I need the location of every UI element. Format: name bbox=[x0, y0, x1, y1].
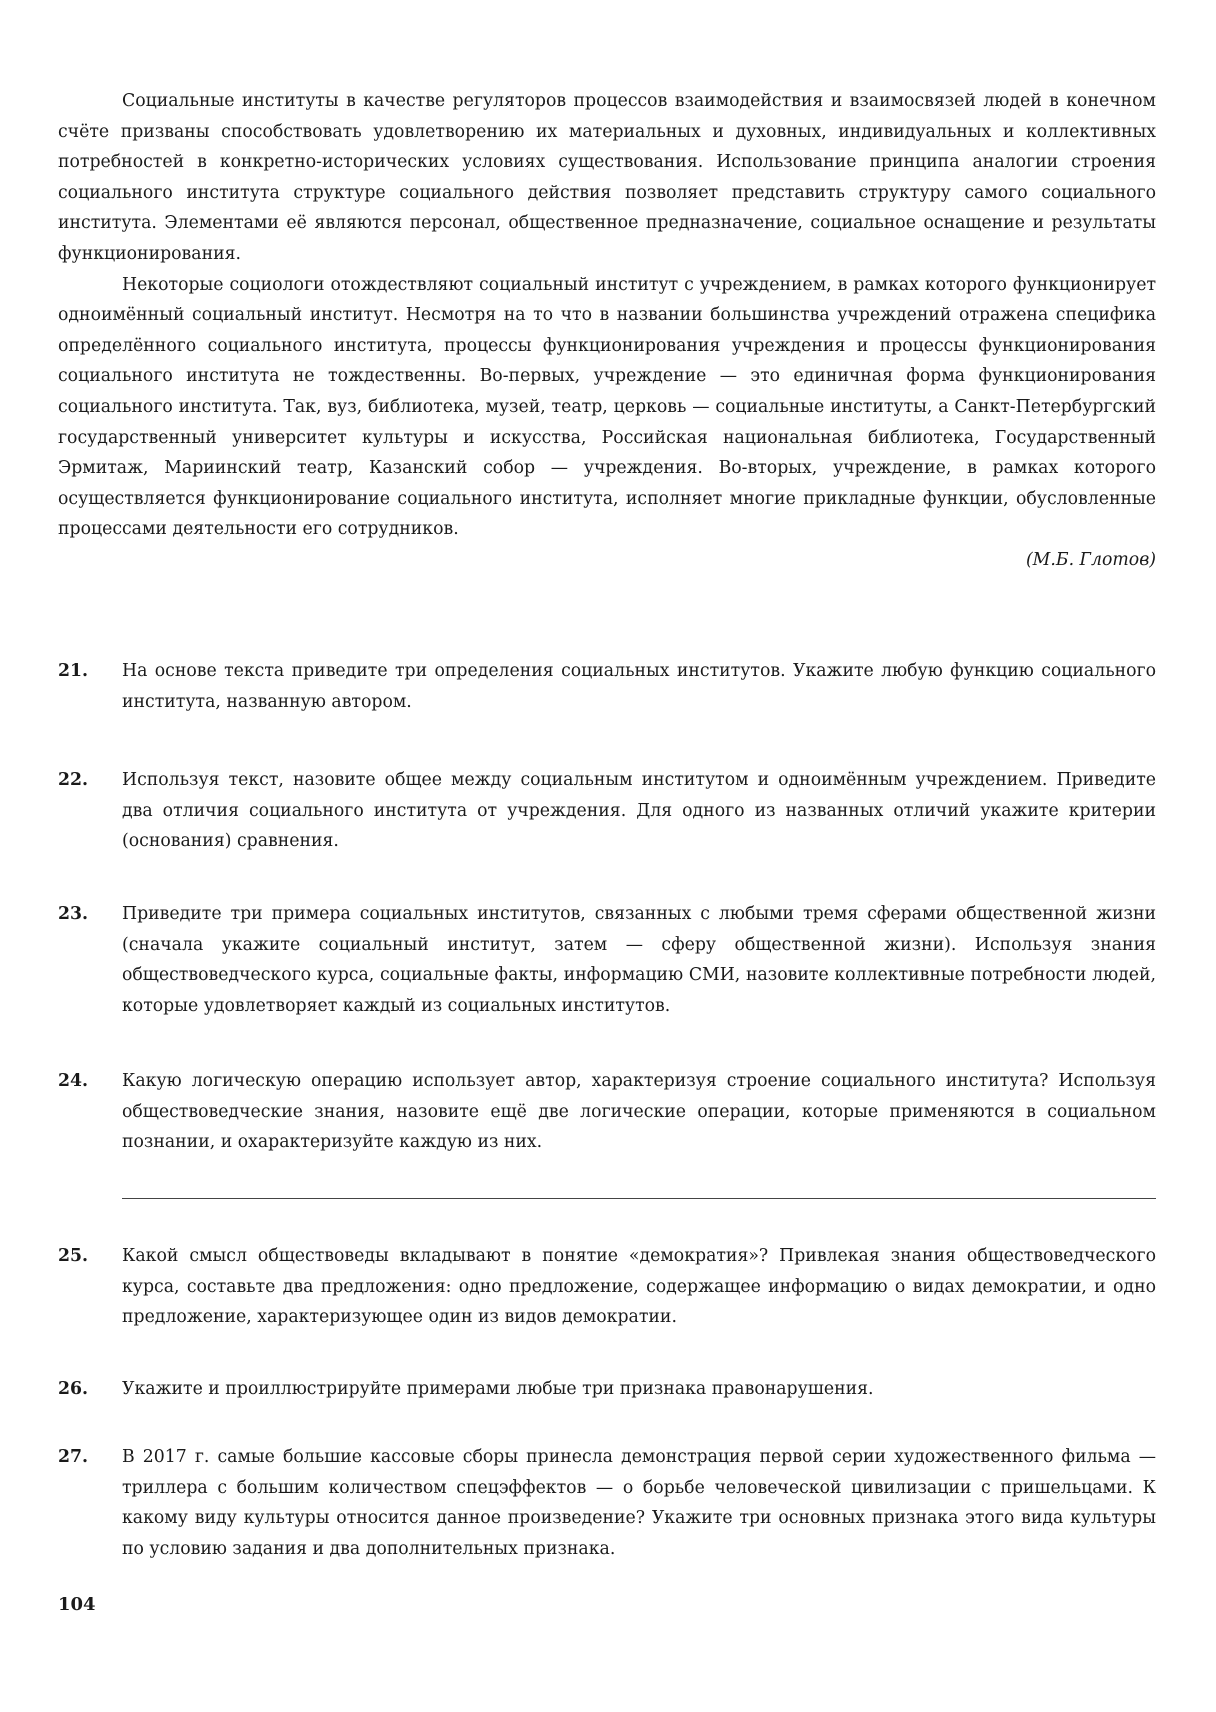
question-23 bbox=[58, 899, 1156, 1021]
section-divider bbox=[122, 1198, 1156, 1199]
question-text: Какую логическую операцию использует автор, характеризуя строение социального института? Используя обществоведческие знания, назовите ещё две логические операции, которые применяются в социальном познании, и охарактеризуйте каждую из них. bbox=[122, 1071, 1156, 1153]
question-number: 21. bbox=[58, 661, 89, 681]
source-passage bbox=[58, 86, 1156, 576]
question-number: 25. bbox=[58, 1246, 89, 1266]
question-25 bbox=[58, 1241, 1156, 1333]
question-number: 27. bbox=[58, 1447, 89, 1467]
question-27 bbox=[58, 1442, 1156, 1564]
question-text: На основе текста приведите три определения социальных институтов. Укажите любую функцию социального института, названную автором. bbox=[122, 661, 1156, 712]
question-26 bbox=[58, 1374, 1156, 1405]
question-number: 24. bbox=[58, 1071, 89, 1091]
question-number: 26. bbox=[58, 1379, 89, 1399]
page-number: 104 bbox=[58, 1594, 96, 1615]
question-text: Какой смысл обществоведы вкладывают в понятие «демократия»? Привлекая знания обществоведческого курса, составьте два предложения: одно предложение, содержащее информацию о видах демократии, и одно предложение, характеризующее один из видов демократии. bbox=[122, 1246, 1156, 1328]
question-22 bbox=[58, 765, 1156, 857]
question-21 bbox=[58, 656, 1156, 717]
question-text: Укажите и проиллюстрируйте примерами любые три признака правонарушения. bbox=[122, 1379, 874, 1399]
passage-paragraph-2: Некоторые социологи отождествляют социальный институт с учреждением, в рамках которого функционирует одноимённый социальный институт. Несмотря на то что в названии большинства учреждений отражена специфика определённого социального института, процессы функционирования учреждения и процессы функционирования социального института не тождественны. Во-первых, учреждение — это единичная форма функционирования социального института. Так, вуз, библиотека, музей, театр, церковь — социальные институты, а Санкт-Петербургский государственный университет культуры и искусства, Российская национальная библиотека, Государственный Эрмитаж, Мариинский театр, Казанский собор — учреждения. Во-вторых, учреждение, в рамках которого осуществляется функционирование социального института, исполняет многие прикладные функции, обусловленные процессами деятельности его сотрудников. bbox=[58, 274, 1156, 540]
passage-attribution: (М.Б. Глотов) bbox=[1025, 549, 1156, 570]
question-number: 22. bbox=[58, 770, 89, 790]
question-text: Используя текст, назовите общее между социальным институтом и одноимённым учреждением. Приведите два отличия социального института от учреждения. Для одного из названных отличий укажите критерии (основания) сравнения. bbox=[122, 770, 1156, 852]
question-24 bbox=[58, 1066, 1156, 1158]
question-number: 23. bbox=[58, 904, 89, 924]
question-text: Приведите три примера социальных институтов, связанных с любыми тремя сферами общественной жизни (сначала укажите социальный институт, затем — сферу общественной жизни). Используя знания обществоведческого курса, социальные факты, информацию СМИ, назовите коллективные потребности людей, которые удовлетворяет каждый из социальных институтов. bbox=[122, 904, 1156, 1016]
passage-paragraph-1: Социальные институты в качестве регуляторов процессов взаимодействия и взаимосвязей людей в конечном счёте призваны способствовать удовлетворению их материальных и духовных, индивидуальных и коллективных потребностей в конкретно-исторических условиях существования. Использование принципа аналогии строения социального института структуре социального действия позволяет представить структуру самого социального института. Элементами её являются персонал, общественное предназначение, социальное оснащение и результаты функционирования. bbox=[58, 91, 1156, 264]
question-text: В 2017 г. самые большие кассовые сборы принесла демонстрация первой серии художественного фильма — триллера с большим количеством спецэффектов — о борьбе человеческой цивилизации с пришельцами. К какому виду культуры относится данное произведение? Укажите три основных признака этого вида культуры по условию задания и два дополнительных признака. bbox=[122, 1447, 1156, 1559]
